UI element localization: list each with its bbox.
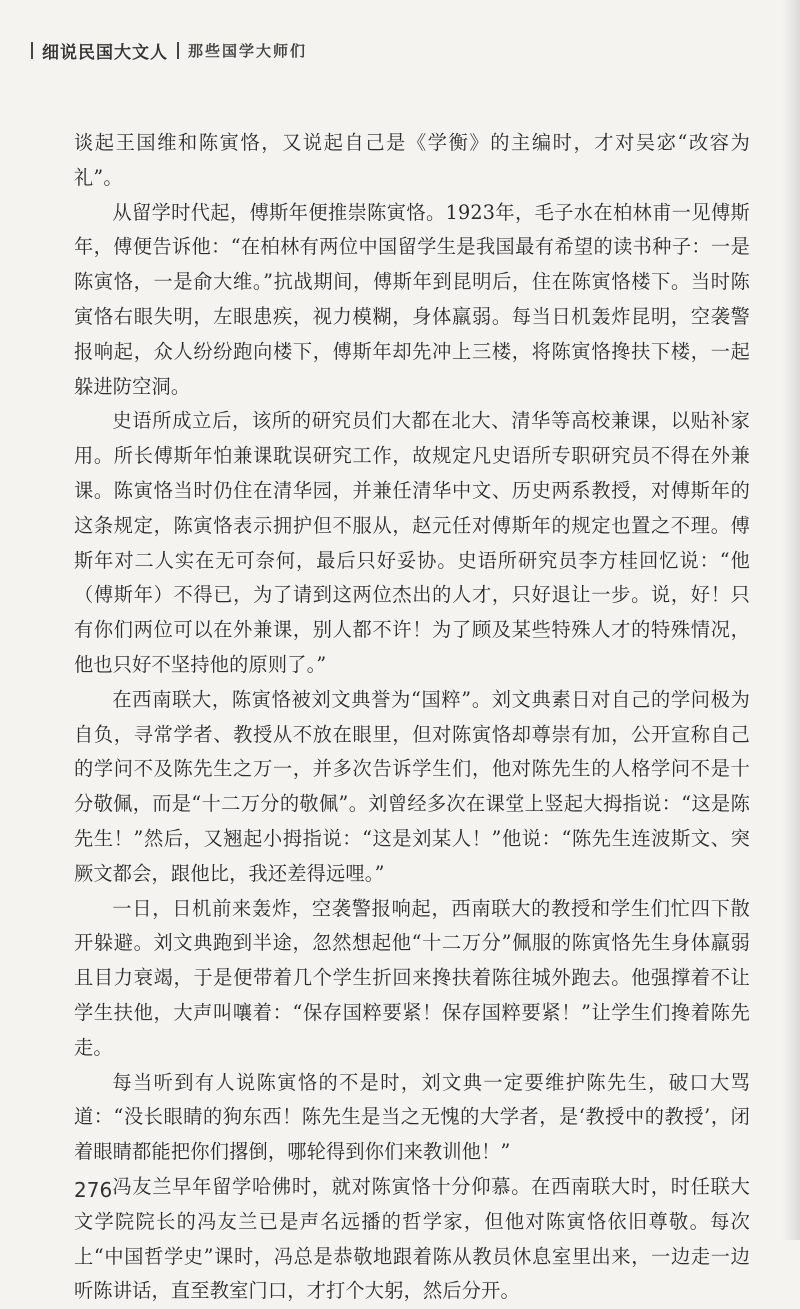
paragraph-3: 在西南联大，陈寅恪被刘文典誉为“国粹”。刘文典素日对自己的学问极为自负，寻常学者、教授从不放在眼里，但对陈寅恪却尊崇有加，公开宣称自己的学问不及陈先生之万一，并多次告诉学生们，他对陈先生的人格学问不是十分敬佩，而是“十二万分的敬佩”。刘曾经多次在课堂上竖起大拇指说：“这是陈先生！”然后，又翘起小拇指说：“这是刘某人！”他说：“陈先生连波斯文、突厥文都会，跟他比，我还差得远哩。” — [74, 687, 750, 885]
body-text — [74, 126, 750, 1309]
paragraph-2: 史语所成立后，该所的研究员们大都在北大、清华等高校兼课，以贴补家用。所长傅斯年怕兼课耽误研究工作，故规定凡史语所专职研究员不得在外兼课。陈寅恪当时仍住在清华园，并兼任清华中文、历史两系教授，对傅斯年的这条规定，陈寅恪表示拥护但不服从，赵元任对傅斯年的规定也置之不理。傅斯年对二人实在无可奈何，最后只好妥协。史语所研究员李方桂回忆说：“他（傅斯年）不得已，为了请到这两位杰出的人才，只好退让一步。说，好！只有你们两位可以在外兼课，别人都不许！为了顾及某些特殊人才的特殊情况，他也只好不坚持他的原则了。” — [74, 409, 750, 676]
header-divider — [31, 42, 33, 59]
series-title: 细说民国大文人 — [42, 43, 168, 63]
header-divider — [177, 42, 179, 59]
paragraph-0: 谈起王国维和陈寅恪，又说起自己是《学衡》的主编时，才对吴宓“改容为礼”。 — [74, 131, 750, 189]
paragraph-1: 从留学时代起，傅斯年便推崇陈寅恪。1923年，毛子水在柏林甫一见傅斯年，傅便告诉他：“在柏林有两位中国留学生是我国最有希望的读书种子：一是陈寅恪，一是俞大维。”抗战期间，傅斯年到昆明后，住在陈寅恪楼下。当时陈寅恪右眼失明，左眼患疾，视力模糊，身体羸弱。每当日机轰炸昆明，空袭警报响起，众人纷纷跑向楼下，傅斯年却先冲上三楼，将陈寅恪搀扶下楼，一起躲进防空洞。 — [74, 200, 750, 398]
page-number: 276 — [74, 1178, 113, 1202]
paragraph-6: 冯友兰早年留学哈佛时，就对陈寅恪十分仰慕。在西南联大时，时任联大文学院院长的冯友兰已是声名远播的哲学家，但他对陈寅恪依旧尊敬。每次上“中国哲学史”课时，冯总是恭敬地跟着陈从教员休息室里出来，一边走一边听陈讲话，直至教室门口，才打个大躬，然后分开。 — [74, 1174, 750, 1303]
page-edge-shadow — [782, 0, 800, 1240]
paragraph-4: 一日，日机前来轰炸，空袭警报响起，西南联大的教授和学生们忙四下散开躲避。刘文典跑到半途，忽然想起他“十二万分”佩服的陈寅恪先生身体羸弱且目力衰竭，于是便带着几个学生折回来搀扶着陈往城外跑去。他强撑着不让学生扶他，大声叫嚷着：“保存国粹要紧！保存国粹要紧！”让学生们搀着陈先走。 — [74, 896, 750, 1059]
paragraph-5: 每当听到有人说陈寅恪的不是时，刘文典一定要维护陈先生，破口大骂道：“没长眼睛的狗东西！陈先生是当之无愧的大学者，是‘教授中的教授’，闭着眼睛都能把你们撂倒，哪轮得到你们来教训他！” — [74, 1070, 750, 1164]
book-subtitle: 那些国学大师们 — [188, 42, 308, 60]
running-header — [22, 38, 307, 63]
